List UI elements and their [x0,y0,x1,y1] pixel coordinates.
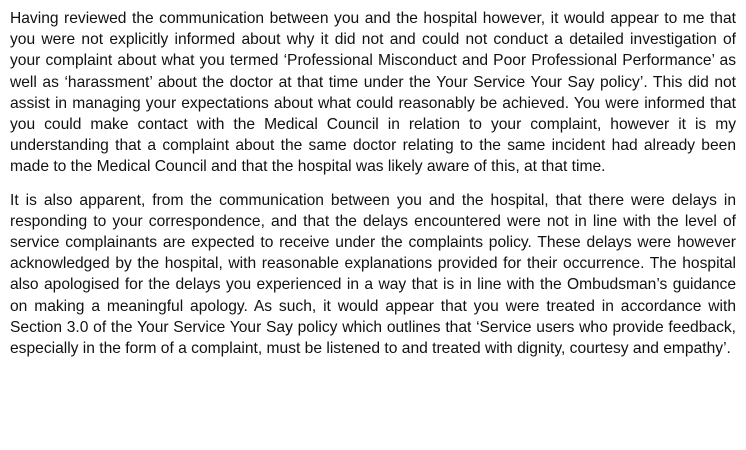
paragraph-2: It is also apparent, from the communication between you and the hospital, that there were delays in responding to your correspondence, and that the delays encountered were not in line with the level of service complainants are expected to receive under the complaints policy. These delays were however acknowledged by the hospital, with reasonable explanations provided for their occurrence. The hospital also apologised for the delays you experienced in a way that is in line with the Ombudsman’s guidance on making a meaningful apology. As such, it would appear that you were treated in accordance with Section 3.0 of the Your Service Your Say policy which outlines that ‘Service users who provide feedback, especially in the form of a complaint, must be listened to and treated with dignity, courtesy and empathy’. [10,191,736,358]
paragraph-1: Having reviewed the communication between you and the hospital however, it would appear to me that you were not explicitly informed about why it did not and could not conduct a detailed investigation of your complaint about what you termed ‘Professional Misconduct and Poor Professional Performance’ as well as ‘harassment’ about the doctor at that time under the Your Service Your Say policy’. This did not assist in managing your expectations about what could reasonably be achieved. You were informed that you could make contact with the Medical Council in relation to your complaint, however it is my understanding that a complaint about the same doctor relating to the same incident had already been made to the Medical Council and that the hospital was likely aware of this, at that time. [10,10,736,176]
